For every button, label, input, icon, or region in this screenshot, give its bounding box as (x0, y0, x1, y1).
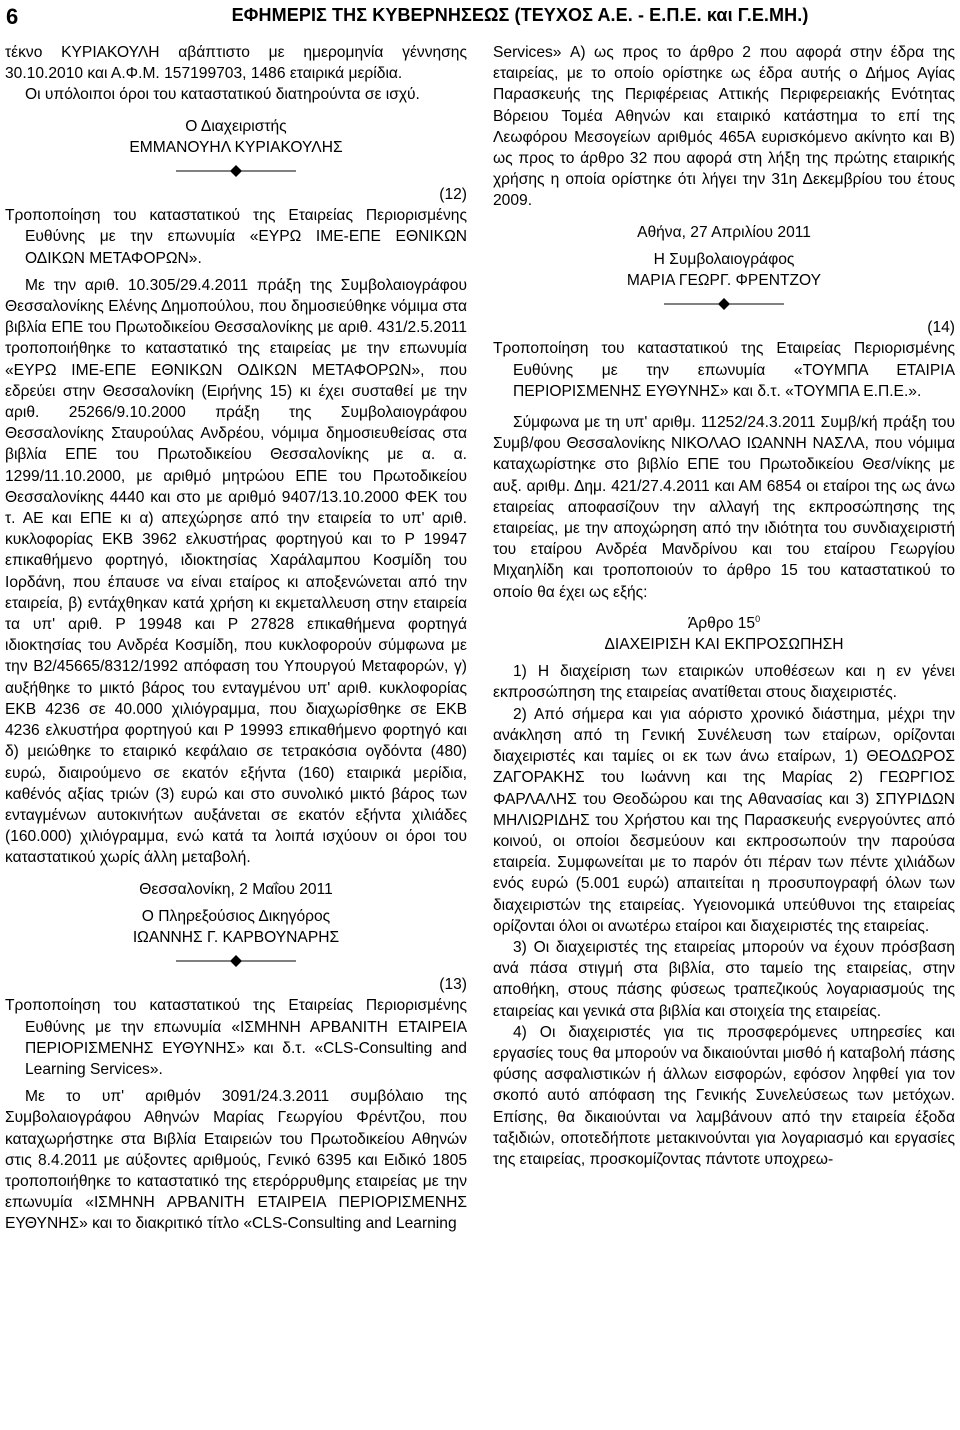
article-title (493, 613, 955, 634)
notice-body: Σύμφωνα με τη υπ' αριθμ. 11252/24.3.2011 Συμβ/κή πράξη του Συμβ/φου Θεσσαλονίκης ΝΙΚΟΛΑΟ ΙΩΑΝΝΗ ΝΑΣΛΑ, που νόμιμα καταχωρίστηκε στο βιβλίο ΕΠΕ του Πρωτοδικείου Θεσ/νίκης με αυξ. αριθμ. Δημ. 421/27.4.2011 και ΑΜ 6854 οι εταίροι της ως άνω εταιρείας αποφασίζουν την αλλαγή της εκπροσώπησης της εταιρείας, με την αποχώρηση από την ιδιότητα του συνδιαχειριστή του εταίρου Ανδρέα Μανδρίνου και του εταίρου Γεωργίου Μιχαηλίδη και τροποποιούν το άρθρο 15 του καταστατικού το οποίο θα έχει ως εξής: (493, 414, 955, 601)
signature-name: ΜΑΡΙΑ ΓΕΩΡΓ. ΦΡΕΝΤΖΟΥ (626, 272, 822, 290)
paragraph: τέκνο ΚΥΡΙΑΚΟΥΛΗ αβάπτιστο με ημερομηνία γέννησης 30.10.2010 και Α.Φ.Μ. 157199703, 1486 εταιρικά μερίδια. (5, 44, 467, 83)
signature-place-date: Θεσσαλονίκη, 2 Μαΐου 2011 (139, 880, 333, 898)
signature-place-date: Αθήνα, 27 Απριλίου 2011 (637, 223, 811, 241)
page-header (0, 0, 960, 38)
left-column (5, 42, 467, 1235)
article-title-superscript: 0 (755, 613, 761, 624)
notice-number: (12) (439, 186, 467, 204)
right-column (493, 42, 955, 1170)
signature-role: Η Συμβολαιογράφος (653, 250, 795, 268)
notice-body: Με το υπ' αριθμόν 3091/24.3.2011 συμβόλαιο της Συμβολαιογράφου Αθηνών Μαρίας Γεωργίου Φρέντζου, που καταχωρήστηκε στα Βιβλία Εταιρειών του Πρωτοδικείου Αθηνών στις 8.4.2011 με αύξοντες αριθμούς, Γενικό 6395 και Ειδικό 1805 τροποποιήθηκε το καταστατικό της ετερόρρυθμης εταιρείας με την επωνυμία «ΙΣΜΗΝΗ ΑΡΒΑΝΙΤΗ ΕΤΑΙΡΕΙΑ ΠΕΡΙΟΡΙΣΜΕΝΗΣ ΕΥΘΥΝΗΣ» και το διακριτικό τίτλο «CLS-Consulting and Learning (5, 1088, 467, 1233)
signature-name: ΙΩΑΝΝΗΣ Γ. ΚΑΡΒΟΥΝΑΡΗΣ (132, 928, 340, 946)
diamond-rule-icon (493, 294, 955, 314)
article-paragraph: 1) Η διαχείριση των εταιρικών υποθέσεων και η εν γένει εκπροσώπηση της εταιρείας ανατίθεται στους διαχειριστές. (493, 663, 955, 702)
signature-role: Ο Πληρεξούσιος Δικηγόρος (141, 907, 331, 925)
article-paragraph: 4) Οι διαχειριστές για τις προσφερόμενες υπηρεσίες και εργασίες τους θα μπορούν να δικαιούνται μισθό ή καταβολή πάσης φύσης ασφαλιστικών ή άλλων εισφορών, εφόσον ληφθεί για τον σκοπό αυτό απόφαση της Γενικής Συνελεύσεως των μετόχων. Επίσης, θα δικαιούνται να λαμβάνουν από την εταιρεία έξοδα ταξιδιών, οποτεδήποτε μετακινούνται για λογαριασμό και εργασίες της εταιρείας, προσκομίζοντας πάντοτε υποχρεω- (493, 1023, 955, 1168)
notice-number: (14) (927, 319, 955, 337)
notice-body: Με την αριθ. 10.305/29.4.2011 πράξη της Συμβολαιογράφου Θεσσαλονίκης Ελένης Δημοπούλου, που δημοσιεύθηκε νόμιμα στα βιβλία ΕΠΕ του Πρωτοδικείου Θεσσαλονίκης με αριθ. 431/2.5.2011 τροποποιήθηκε το καταστατικό της εταιρείας με την επωνυμία «ΕΥΡΩ ΙΜΕ-ΕΠΕ ΕΘΝΙΚΩΝ ΟΔΙΚΩΝ ΜΕΤΑΦΟΡΩΝ», που εδρεύει στην Θεσσαλονίκη (Ειρήνης 15) κι έχει συσταθεί με την αριθ. 25266/9.10.2000 πράξη της Συμβολαιογράφου Θεσσαλονίκης Σταυρούλας Ανδρέου, νόμιμα δημοσιευθείσας στα βιβλία ΕΠΕ του Πρωτοδικείου Θεσσαλονίκης με α. α. 1299/11.10.2000, με αριθμό μητρώου ΕΠΕ του Πρωτοδικείου Θεσσαλονίκης 4440 και στο με αριθμό 9407/13.10.2000 ΦΕΚ του τ. ΑΕ και ΕΠΕ κι α) απεχώρησε από την εταιρεία το υπ' αριθ. κυκλοφορίας ΕΚΒ 3962 ελκυστήρας φορτηγού και το Ρ 19947 επικαθήμενο φορτηγό, ιδιοκτησίας Χαράλαμπου Κοσμίδη του Ιορδάνη, που έπαυσε να είναι εταίρος κι αποξενώνεται από την εταιρεία, β) εντάχθηκαν κατά χρήση κι εκμεταλλευση στην εταιρεία τα υπ' αριθ. Ρ 19948 και Ρ 27828 επικαθήμενα φορτηγά ιδιοκτησίας του Ανδρέα Κοσμίδη, που κυκλοφορούν σύμφωνα με την Β2/45665/8312/1992 απόφαση του Υπουργού Μεταφορών, γ) αυξήθηκε το μικτό βάρος του ενταγμένου υπ' αριθ. κυκλοφορίας ΕΚΒ 4236 σε 40.000 χιλιόγραμμα, που διαχωρίσθηκε σε ΕΚΒ 4236 ελκυστήρα φορτηγού και Ρ 19993 επικαθήμενο φορτηγό και δ) μειώθηκε το εταιρικό κεφάλαιο σε τετρακόσια ογδόντα (480) ευρώ, διαιρούμενο σε εκατόν εξήντα (160) εταιρικά μερίδια, καθένός αξίας τριών (3) ευρώ και στο συνολικό μικτό βάρος των ενταγμένων αυτοκινήτων αυξάνεται σε εκατόν εξήντα χιλιάδες (160.000) χιλιόγραμμα, ενώ κατά τα λοιπά ισχύουν οι όροι του καταστατικού χωρίς άλλη μεταβολή. (5, 276, 467, 867)
notice-body-continued: Services» Α) ως προς το άρθρο 2 που αφορά στην έδρα της εταιρείας, με το οποίο ορίστηκε ως έδρα αυτής ο Δήμος Αγίας Παρασκευής της Περιφέρειας Αττικής Περιφερειακής Ενότητας Βόρειου Τομέα Αθηνών και εταιρικό κατάστημα το επί της Λεωφόρου Μεσογείων αριθμός 465Α ευρισκόμενο ακίνητο και Β) ως προς το άρθρο 32 που αφορά στη λήξη της πρώτης εταιρικής χρήσης η οποία ορίστηκε ότι λήγει την 31η Δεκεμβρίου του έτους 2009. (493, 44, 955, 210)
notice-number: (13) (439, 976, 467, 994)
diamond-rule-icon (5, 161, 467, 181)
notice-title: Τροποποίηση του καταστατικού της Εταιρείας Περιορισμένης Ευθύνης με την επωνυμία «ΕΥΡΩ ΙΜΕ-ΕΠΕ ΕΘΝΙΚΩΝ ΟΔΙΚΩΝ ΜΕΤΑΦΟΡΩΝ». (5, 207, 467, 267)
signature-name: ΕΜΜΑΝΟΥΗΛ ΚΥΡΙΑΚΟΥΛΗΣ (129, 138, 343, 156)
article-paragraph: 3) Οι διαχειριστές της εταιρείας μπορούν να έχουν πρόσβαση ανά πάσα στιγμή στα βιβλία, στο ταμείο της εταιρείας, στην αποθήκη, στους πάσης φύσεως τραπεζικούς λογαριασμούς της εταιρείας και γενικά στα βιβλία και στοιχεία της εταιρείας. (493, 938, 955, 1020)
article-paragraph: 2) Από σήμερα και για αόριστο χρονικό διάστημα, μέχρι την ανάκληση από τη Γενική Συνέλευση των εταίρων, ορίζονται διαχειριστές και ταμίες οι εκ των άνω εταίρων, 1) ΘΕΟΔΩΡΟΣ ΖΑΓΟΡΑΚΗΣ του Ιωάννη και της Μαρίας 2) ΓΕΩΡΓΙΟΣ ΦΑΡΛΑΛΗΣ του Θεοδώρου και της Αθανασίας και 3) ΣΠΥΡΙΔΩΝ ΜΗΛΙΩΡΙΔΗΣ του Χρήστου και της Παρασκευής ενεργούντες από κοινού, οι οποίοι δεσμεύουν και εκπροσωπούν την παρούσα εταιρεία. Συμφωνείται με το παρόν ότι πέραν των πέντε χιλιάδων ενός ευρώ (5.001 ευρώ) απαιτείται η προσυπογραφή όλων των διαχειριστών της εταιρείας. Υγειονομικά υπεύθυνοι της εταιρείας ορίζονται όλοι οι ανωτέρω εταίροι και διαχειριστές της εταιρείας. (493, 705, 955, 935)
paragraph: Οι υπόλοιποι όροι του καταστατικού διατηρούντα σε ισχύ. (25, 86, 420, 104)
page-number: 6 (6, 4, 19, 29)
notice-title: Τροποποίηση του καταστατικού της Εταιρείας Περιορισμένης Ευθύνης με την επωνυμία «ΤΟΥΜΠΑ ΕΤΑΙΡΙΑ ΠΕΡΙΟΡΙΣΜΕΝΗΣ ΕΥΘΥΝΗΣ» και δ.τ. «ΤΟΥΜΠΑ Ε.Π.Ε.». (493, 340, 955, 400)
signature-role: Ο Διαχειριστής (185, 117, 287, 135)
notice-title: Τροποποίηση του καταστατικού της Εταιρείας Περιορισμένης Ευθύνης με την επωνυμία «ΙΣΜΗΝΗ ΑΡΒΑΝΙΤΗ ΕΤΑΙΡΕΙΑ ΠΕΡΙΟΡΙΣΜΕΝΗΣ ΕΥΘΥΝΗΣ» και δ.τ. «CLS-Consulting and Learning Services». (5, 997, 467, 1078)
diamond-rule-icon (5, 951, 467, 971)
article-title-text: Άρθρο 15 (687, 614, 756, 632)
article-subtitle: ΔΙΑΧΕΙΡΙΣΗ ΚΑΙ ΕΚΠΡΟΣΩΠΗΣΗ (604, 636, 844, 654)
gazette-title: ΕΦΗΜΕΡΙΣ ΤΗΣ ΚΥΒΕΡΝΗΣΕΩΣ (ΤΕΥΧΟΣ Α.Ε. - Ε.Π.Ε. και Γ.Ε.ΜΗ.) (231, 5, 809, 25)
